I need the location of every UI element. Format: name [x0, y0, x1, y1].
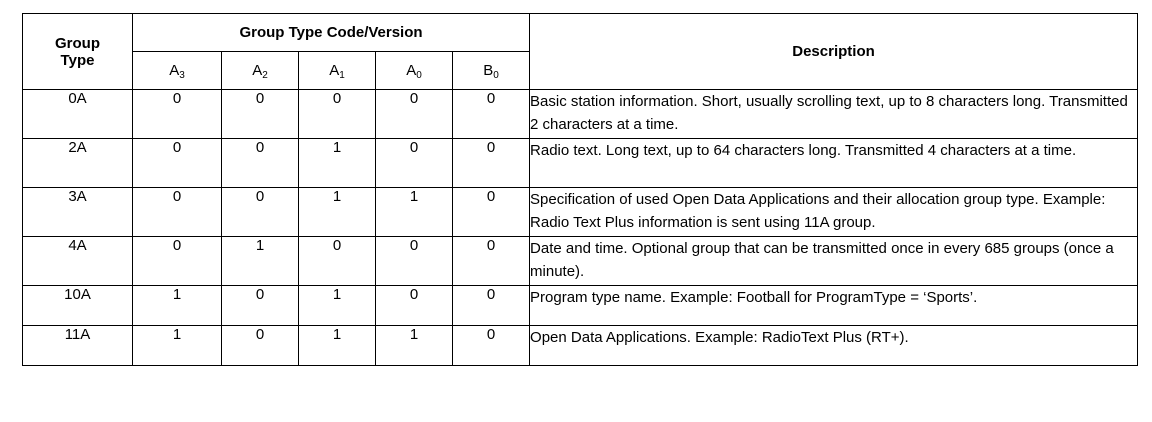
group-type-table [22, 13, 1138, 366]
bit-header-a1: $A_1$ [299, 52, 376, 90]
table-row [23, 326, 1138, 366]
bit-cell: 0 [376, 90, 453, 139]
bit-cell: 0 [222, 188, 299, 237]
bit-cell: 0 [376, 237, 453, 286]
group-type-header: Group Type [23, 14, 133, 90]
table-row [23, 90, 1138, 139]
group-cell: 4A [23, 237, 133, 286]
table-row [23, 286, 1138, 326]
bit-cell: 0 [376, 139, 453, 188]
bit-header-a2: $A_2$ [222, 52, 299, 90]
bit-cell: 1 [376, 326, 453, 366]
bit-cell: 1 [222, 237, 299, 286]
bit-header-a0: $A_0$ [376, 52, 453, 90]
table-row [23, 188, 1138, 237]
description-cell: Program type name. Example: Football for ProgramType = ‘Sports’. [530, 286, 1138, 326]
bit-cell: 0 [133, 237, 222, 286]
bit-cell: 1 [299, 188, 376, 237]
bit-cell: 0 [222, 286, 299, 326]
bit-cell: 1 [299, 139, 376, 188]
description-cell: Specification of used Open Data Applications and their allocation group type. Example: Radio Text Plus information is sent using 11A group. [530, 188, 1138, 237]
table-row [23, 139, 1138, 188]
description-cell: Basic station information. Short, usually scrolling text, up to 8 characters long. Transmitted 2 characters at a time. [530, 90, 1138, 139]
bit-cell: 0 [453, 237, 530, 286]
bit-cell: 0 [453, 188, 530, 237]
bit-cell: 0 [222, 326, 299, 366]
group-cell: 0A [23, 90, 133, 139]
description-cell: Open Data Applications. Example: RadioText Plus (RT+). [530, 326, 1138, 366]
bit-cell: 1 [133, 326, 222, 366]
bit-cell: 0 [222, 90, 299, 139]
group-cell: 3A [23, 188, 133, 237]
group-cell: 11A [23, 326, 133, 366]
bit-cell: 0 [299, 237, 376, 286]
bit-cell: 1 [299, 286, 376, 326]
bit-cell: 1 [299, 326, 376, 366]
bit-cell: 0 [453, 326, 530, 366]
bit-cell: 0 [133, 139, 222, 188]
bit-cell: 0 [299, 90, 376, 139]
description-cell: Radio text. Long text, up to 64 characters long. Transmitted 4 characters at a time. [530, 139, 1138, 188]
bit-header-a3: $A_3$ [133, 52, 222, 90]
group-cell: 10A [23, 286, 133, 326]
code-version-header: Group Type Code/Version [133, 14, 530, 52]
bit-cell: 0 [376, 286, 453, 326]
bit-cell: 0 [222, 139, 299, 188]
bit-cell: 0 [133, 90, 222, 139]
description-header: Description [530, 14, 1138, 90]
bit-cell: 0 [453, 139, 530, 188]
bit-cell: 1 [376, 188, 453, 237]
bit-cell: 0 [453, 90, 530, 139]
group-cell: 2A [23, 139, 133, 188]
bit-cell: 0 [453, 286, 530, 326]
bit-cell: 0 [133, 188, 222, 237]
table-row [23, 237, 1138, 286]
bit-header-b0: $B_0$ [453, 52, 530, 90]
description-cell: Date and time. Optional group that can be transmitted once in every 685 groups (once a minute). [530, 237, 1138, 286]
bit-cell: 1 [133, 286, 222, 326]
